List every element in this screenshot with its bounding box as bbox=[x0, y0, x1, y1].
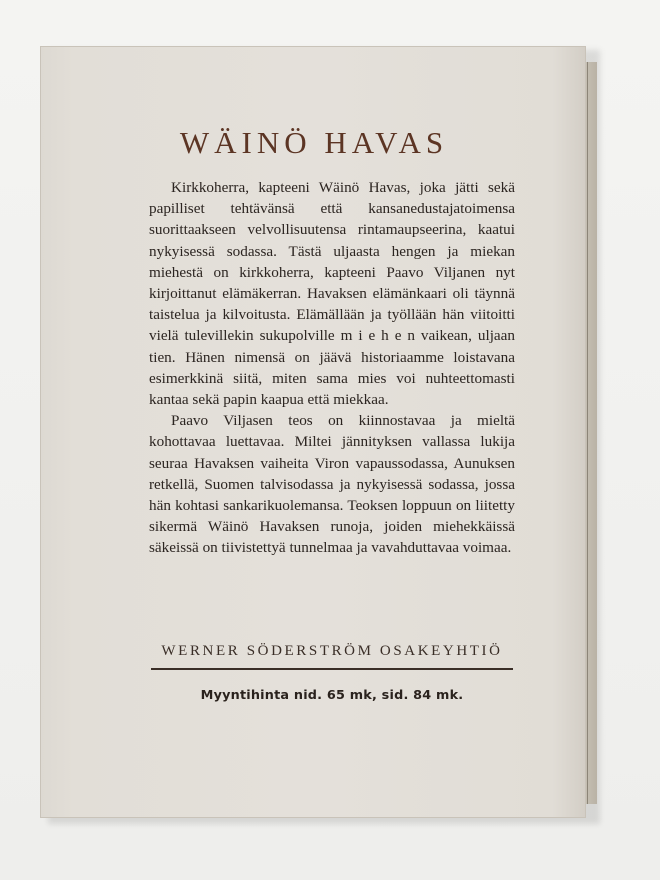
cover-content bbox=[41, 47, 587, 819]
divider-rule bbox=[151, 668, 513, 670]
blurb-paragraph: Kirkkoherra, kapteeni Wäinö Havas, joka jätti sekä papilliset tehtävänsä että kansanedustajatoimensa suorittaakseen velvollisuutensa rintamaupseerina, kaatui nykyisessä sodassa. Tästä uljaasta hengen ja miekan miehestä on kirkkoherra, kapteeni Paavo Viljanen nyt kirjoittanut elämäkerran. Havaksen elämänkaari oli täynnä taistelua ja kilvoitusta. Elämällään ja työllään hän viitoitti vielä tulevillekin sukupolville m i e h e n vaikean, uljaan tien. Hänen nimensä on jäävä historiaamme loistavana esimerkkinä siitä, miten sama mies voi nuhteettomasti kantaa sekä papin kaapua että miekkaa. bbox=[149, 179, 515, 409]
price-line: Myyntihinta nid. 65 mk, sid. 84 mk. bbox=[200, 688, 464, 703]
blurb bbox=[149, 177, 515, 559]
book-title: WÄINÖ HAVAS bbox=[179, 125, 449, 160]
book-back-cover bbox=[40, 46, 586, 818]
publisher-name: WERNER SÖDERSTRÖM OSAKEYHTIÖ bbox=[161, 643, 503, 659]
blurb-paragraph: Paavo Viljasen teos on kiinnostavaa ja mieltä kohottavaa luettavaa. Miltei jännityksen vallassa lukija seuraa Havaksen vaiheita Viron vapaussodassa, Aunuksen retkellä, Suomen talvisodassa ja nykyisessä sodassa, jossa hän kohtasi sankarikuolemansa. Teoksen loppuun on liitetty sikermä Wäinö Havaksen runoja, joiden miehekkäissä säkeissä on tiivistettyä tunnelmaa ja vavahduttavaa voimaa. bbox=[149, 412, 515, 557]
